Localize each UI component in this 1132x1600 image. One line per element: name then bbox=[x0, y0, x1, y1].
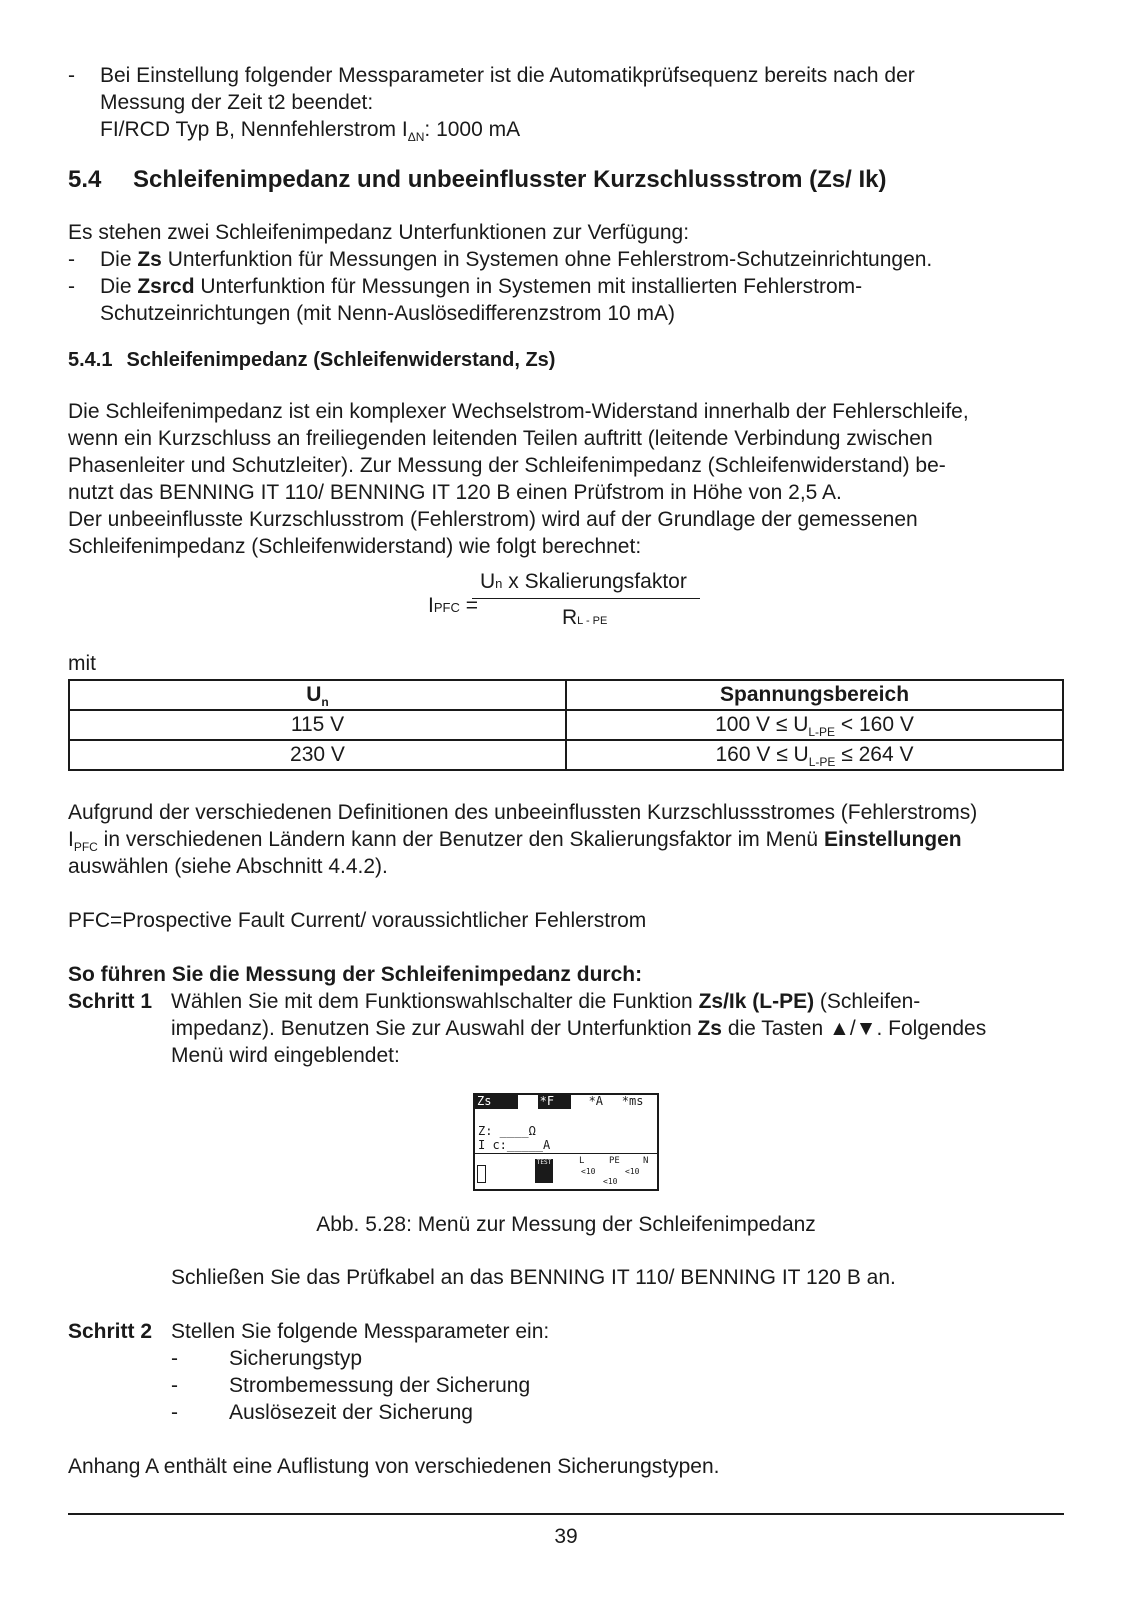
section-heading: 5.4 Schleifenimpedanz und unbeeinflusster Kurzschlussstrom (Zs/ Ik) bbox=[68, 166, 887, 193]
connect-instruction: Schließen Sie das Prüfkabel an das BENNING IT 110/ BENNING IT 120 B an. bbox=[171, 1266, 896, 1289]
overview-item: - Die Zsrcd Unterfunktion für Messungen in Systemen mit installierten Fehlerstrom- Schutzeinrichtungen (mit Nenn-Auslösedifferenzstrom 10 mA) bbox=[68, 275, 863, 325]
table-row: 115 V 100 $V \le U_{L-PE} < 160$ V bbox=[69, 710, 1063, 740]
arrow-down-icon: ▼ bbox=[855, 1017, 877, 1040]
intro-line: Bei Einstellung folgender Messparameter ist die Automatikprüfsequenz bereits nach der bbox=[100, 64, 915, 87]
document-page bbox=[68, 62, 1064, 1480]
body-text: Der unbeeinflusste Kurzschlusstrom (Fehlerstrom) wird auf der Grundlage der gemessenen bbox=[68, 508, 918, 531]
list-item: - Strombemessung der Sicherung bbox=[171, 1374, 531, 1397]
howto-heading: So führen Sie die Messung der Schleifenimpedanz durch: bbox=[68, 963, 643, 986]
intro-line: Messung der Zeit t2 beendet: bbox=[100, 91, 374, 114]
header-un: $U_n$ bbox=[69, 680, 566, 710]
header-range: Spannungsbereich bbox=[566, 680, 1063, 710]
list-item: - Auslösezeit der Sicherung bbox=[171, 1401, 473, 1424]
figure-caption: Abb. 5.28: Menü zur Messung der Schleifenimpedanz bbox=[316, 1213, 816, 1236]
battery-icon bbox=[477, 1165, 486, 1183]
body-text: $I_{PFC}$ in verschiedenen Ländern kann der Benutzer den Skalierungsfaktor im Menü Einstellungen bbox=[68, 828, 962, 855]
appendix-note: Anhang A enthält eine Auflistung von verschiedenen Sicherungstypen. bbox=[68, 1455, 720, 1478]
subsection-heading: 5.4.1 Schleifenimpedanz (Schleifenwiderstand, Zs) bbox=[68, 349, 556, 371]
table-header-row bbox=[69, 680, 1063, 710]
body-text: nutzt das BENNING IT 110/ BENNING IT 120 B einen Prüfstrom in Höhe von 2,5 A. bbox=[68, 481, 842, 504]
table-row: 230 V 160 $V \le U_{L-PE} \le 264$ V bbox=[69, 740, 1063, 770]
arrow-up-icon: ▲ bbox=[829, 1017, 850, 1040]
lcd-z-row: Z: ____Ω bbox=[478, 1124, 536, 1138]
list-item: - Sicherungstyp bbox=[171, 1347, 363, 1370]
intro-bullet: - Bei Einstellung folgender Messparameter ist die Automatikprüfsequenz bereits nach der Messung der Zeit t2 beendet: FI/RCD Typ B, Nennfehlerstrom $I_{\Delta N}$: 1000 mA bbox=[68, 62, 1064, 143]
step-2: Schritt 2 Stellen Sie folgende Messparameter ein: bbox=[68, 1320, 550, 1343]
page-number: 39 bbox=[554, 1525, 578, 1548]
overview-lead: Es stehen zwei Schleifenimpedanz Unterfunktionen zur Verfügung: bbox=[68, 221, 690, 244]
lcd-ic-row: I c:_____A bbox=[478, 1138, 551, 1152]
body-text: Phasenleiter und Schutzleiter). Zur Messung der Schleifenimpedanz (Schleifenwiderstand) be- bbox=[68, 454, 946, 477]
mit-label: mit bbox=[68, 652, 96, 675]
voltage-range-table bbox=[68, 679, 1064, 771]
overview-item: - Die Zs Unterfunktion für Messungen in Systemen ohne Fehlerstrom-Schutzeinrichtungen. bbox=[68, 248, 933, 271]
lcd-screen: Zs *F *A *ms Z: ____Ω I c:_____A TEST L PE N <10 <10 <10 bbox=[473, 1093, 659, 1191]
ipfc-formula: IPFC = Un x Skalierungsfaktor RL - PE bbox=[68, 568, 1064, 646]
body-text: Aufgrund der verschiedenen Definitionen des unbeeinflussten Kurzschlussstromes (Fehlerstroms) bbox=[68, 801, 978, 824]
body-text: Schleifenimpedanz (Schleifenwiderstand) wie folgt berechnet: bbox=[68, 535, 642, 558]
lcd-header: Zs *F *A *ms bbox=[477, 1094, 644, 1108]
intro-line: FI/RCD Typ B, Nennfehlerstrom $I_{\Delta N}$: 1000 mA bbox=[100, 118, 521, 145]
step-1: Schritt 1 Wählen Sie mit dem Funktionswahlschalter die Funktion Zs/Ik (L-PE) (Schleifen- impedanz). Benutzen Sie zur Auswahl der Unterfunktion Zs die Tasten ▲/▼. Folgendes Menü wird eingeblendet: bbox=[68, 990, 987, 1067]
footer-rule bbox=[68, 1513, 1064, 1515]
body-text: auswählen (siehe Abschnitt 4.4.2). bbox=[68, 855, 388, 878]
test-icon: TEST bbox=[535, 1159, 553, 1183]
body-text: Die Schleifenimpedanz ist ein komplexer Wechselstrom-Widerstand innerhalb der Fehlerschleife, bbox=[68, 400, 969, 423]
pfc-note: PFC=Prospective Fault Current/ voraussichtlicher Fehlerstrom bbox=[68, 909, 647, 932]
body-text: wenn ein Kurzschluss an freiliegenden leitenden Teilen auftritt (leitende Verbindung zwischen bbox=[68, 427, 933, 450]
fraction-bar bbox=[472, 598, 700, 599]
